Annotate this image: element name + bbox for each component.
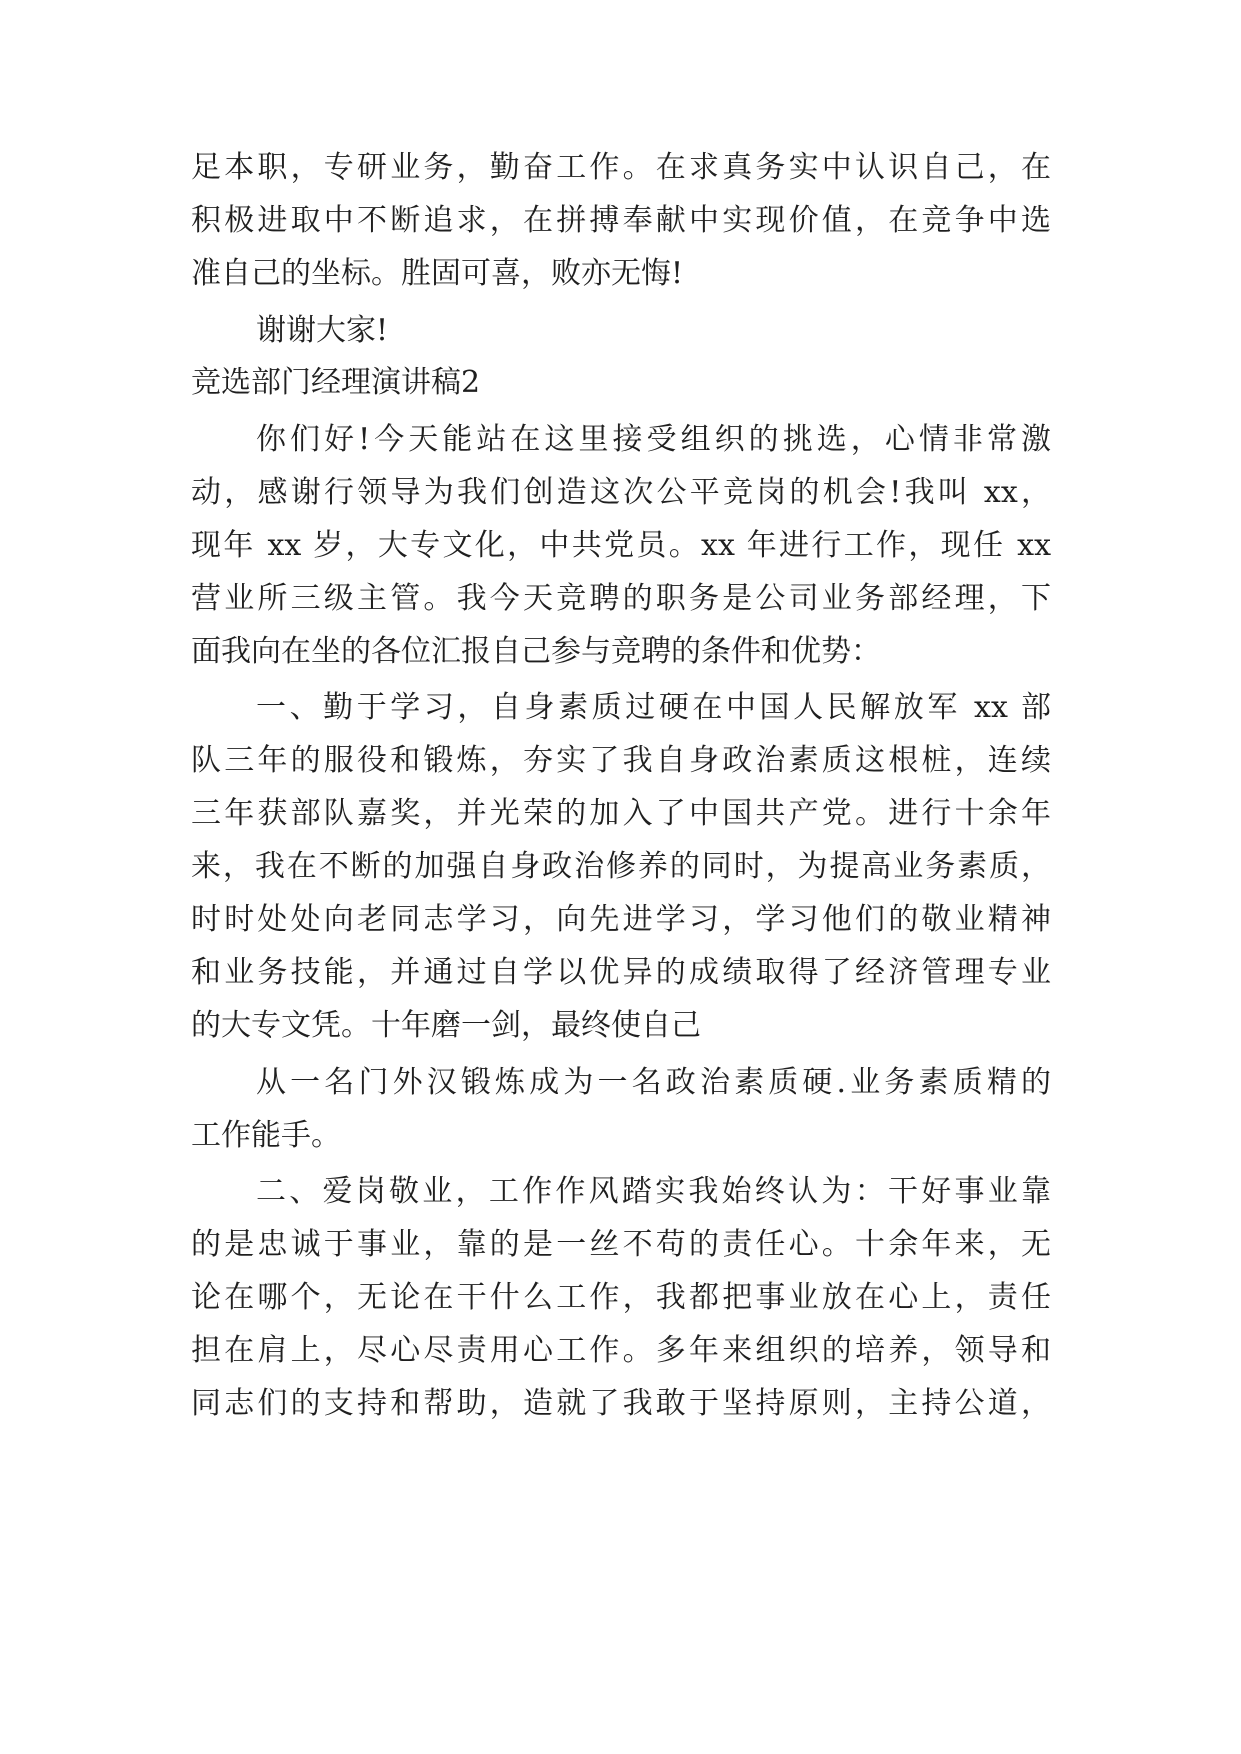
text-line: 工作能手。 [191, 1118, 341, 1153]
text-line: 现年 xx 岁，大专文化，中共党员。xx 年进行工作，现任 xx [191, 528, 1051, 563]
text-line: 足本职，专研业务，勤奋工作。在求真务实中认识自己，在 [191, 150, 1051, 185]
text-line: 和业务技能，并通过自学以优异的成绩取得了经济管理专业 [191, 955, 1051, 990]
text-line: 担在肩上，尽心尽责用心工作。多年来组织的培养，领导和 [191, 1333, 1051, 1368]
text-line: 同志们的支持和帮助，造就了我敢于坚持原则，主持公道， [191, 1386, 1051, 1421]
text-line: 准自己的坐标。胜固可喜，败亦无悔! [191, 256, 684, 291]
text-line: 一、勤于学习，自身素质过硬在中国人民解放军 xx 部 [256, 690, 1051, 725]
text-line: 来，我在不断的加强自身政治修养的同时，为提高业务素质， [191, 849, 1051, 884]
section-heading: 竞选部门经理演讲稿2 [191, 365, 481, 400]
text-line: 三年获部队嘉奖，并光荣的加入了中国共产党。进行十余年 [191, 796, 1051, 831]
text-line: 时时处处向老同志学习，向先进学习，学习他们的敬业精神 [191, 902, 1051, 937]
text-line: 的大专文凭。十年磨一剑，最终使自己 [191, 1008, 701, 1043]
text-line: 二、爱岗敬业，工作作风踏实我始终认为：干好事业靠 [256, 1174, 1051, 1209]
text-line: 积极进取中不断追求，在拼搏奉献中实现价值，在竞争中选 [191, 203, 1051, 238]
text-line: 营业所三级主管。我今天竞聘的职务是公司业务部经理，下 [191, 581, 1051, 616]
text-line: 队三年的服役和锻炼，夯实了我自身政治素质这根桩，连续 [191, 743, 1051, 778]
text-line: 面我向在坐的各位汇报自己参与竞聘的条件和优势： [191, 634, 881, 669]
text-line: 谢谢大家! [256, 313, 389, 348]
text-line: 的是忠诚于事业，靠的是一丝不苟的责任心。十余年来，无 [191, 1227, 1051, 1262]
text-line: 论在哪个，无论在干什么工作，我都把事业放在心上，责任 [191, 1280, 1051, 1315]
text-line: 动，感谢行领导为我们创造这次公平竞岗的机会!我叫 xx， [191, 475, 1051, 510]
text-line: 你们好!今天能站在这里接受组织的挑选，心情非常激 [256, 422, 1051, 457]
text-line: 从一名门外汉锻炼成为一名政治素质硬.业务素质精的 [256, 1065, 1051, 1100]
